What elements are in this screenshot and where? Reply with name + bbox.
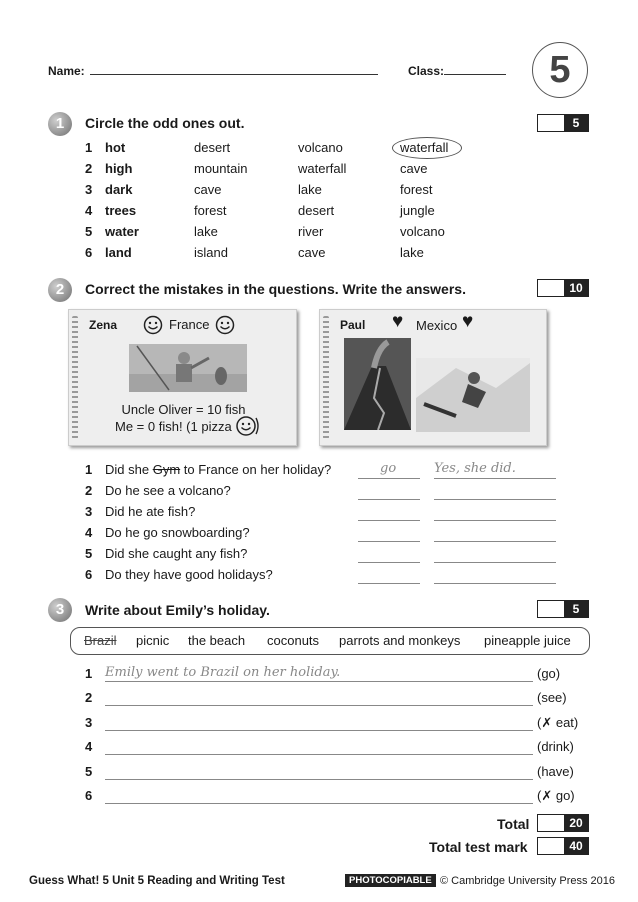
key-word: hot [105, 140, 126, 155]
zena-fish-line1: Uncle Oliver = 10 fish [121, 402, 246, 417]
question-text: Do they have good holidays? [105, 567, 273, 582]
example-sentence: Emily went to Brazil on her holiday. [105, 665, 341, 680]
volcano-illustration [344, 338, 411, 430]
question-number: 1 [85, 462, 93, 477]
option-word[interactable]: volcano [400, 224, 445, 239]
total-score-box [537, 814, 589, 832]
option-word[interactable]: island [194, 245, 228, 260]
writing-line[interactable] [105, 705, 533, 706]
line-number: 2 [85, 690, 93, 706]
answer-field[interactable] [434, 541, 556, 542]
footer-title: Guess What! 5 Unit 5 Reading and Writing Test [29, 875, 285, 887]
total-label: Total [497, 816, 530, 832]
row-number: 1 [85, 140, 93, 155]
verb-hint: (have) [537, 763, 574, 779]
writing-line[interactable] [105, 779, 533, 780]
option-word[interactable]: jungle [400, 203, 435, 218]
question-number: 5 [85, 546, 93, 561]
question-text-end: to France on her holiday? [180, 462, 332, 477]
line-number: 3 [85, 714, 93, 730]
verb-hint: (drink) [537, 739, 574, 755]
name-label: Name: [48, 64, 85, 78]
correction-field[interactable] [358, 478, 420, 479]
section-1-number: 1 [48, 112, 72, 136]
copyright: © Cambridge University Press 2016 [440, 875, 616, 887]
snowboarding-illustration [416, 358, 530, 432]
section-2-score: 10 [564, 280, 588, 296]
key-word: dark [105, 182, 133, 197]
test-mark-label: Total test mark [429, 839, 528, 855]
verb-hint: (see) [537, 690, 567, 706]
section-2-title: Correct the mistakes in the questions. Write the answers. [85, 281, 466, 297]
option-word[interactable]: forest [194, 203, 227, 218]
test-mark-box [537, 837, 589, 855]
paul-card [319, 309, 547, 446]
question-text: Did he ate fish? [105, 504, 196, 519]
option-word[interactable]: forest [400, 182, 433, 197]
line-number: 4 [85, 739, 93, 755]
answer-field[interactable] [434, 478, 556, 479]
section-1-score-box [537, 114, 589, 132]
zena-name: Zena [89, 318, 118, 332]
question-text: Do he see a volcano? [105, 483, 231, 498]
option-word[interactable]: cave [298, 245, 326, 260]
key-word: high [105, 161, 133, 176]
section-1-title: Circle the odd ones out. [85, 115, 245, 131]
answer-field[interactable] [434, 520, 556, 521]
key-word: trees [105, 203, 137, 218]
writing-line[interactable] [105, 803, 533, 804]
correction-field[interactable] [358, 499, 420, 500]
section-2-number: 2 [48, 278, 72, 302]
key-word: water [105, 224, 139, 239]
word-option: the beach [188, 633, 246, 648]
row-number: 3 [85, 182, 93, 197]
line-number: 1 [85, 666, 93, 681]
example-answer: Yes, she did. [434, 461, 516, 476]
section-2-score-box [537, 279, 589, 297]
writing-line[interactable] [105, 754, 533, 755]
question-text: Do he go snowboarding? [105, 525, 250, 540]
writing-line[interactable] [105, 730, 533, 731]
fishing-illustration [129, 344, 247, 392]
option-word[interactable]: river [298, 224, 324, 239]
option-word[interactable]: mountain [194, 161, 248, 176]
option-word[interactable]: waterfall [298, 161, 347, 176]
option-word[interactable]: lake [298, 182, 322, 197]
row-number: 6 [85, 245, 93, 260]
answer-circle [392, 137, 462, 159]
question-number: 2 [85, 483, 93, 498]
word-option: pineapple juice [484, 633, 571, 648]
question-number: 4 [85, 525, 93, 540]
question-text: Did she caught any fish? [105, 546, 248, 561]
section-3-score: 5 [564, 601, 588, 617]
question-text-start: Did she [105, 462, 153, 477]
spiral-binding [72, 316, 78, 439]
word-option: coconuts [267, 633, 320, 648]
heart-icon: ♥ [462, 311, 474, 332]
option-word[interactable]: lake [194, 224, 218, 239]
key-word: land [105, 245, 132, 260]
answer-field[interactable] [434, 583, 556, 584]
row-number: 5 [85, 224, 93, 239]
section-3-title: Write about Emily’s holiday. [85, 602, 270, 618]
example-correction: go [380, 461, 397, 476]
word-option: picnic [136, 633, 170, 648]
row-number: 4 [85, 203, 93, 218]
option-word[interactable]: volcano [298, 140, 343, 155]
spiral-binding [323, 316, 329, 439]
correction-field[interactable] [358, 562, 420, 563]
verb-hint: (✗ eat) [537, 714, 579, 730]
unit-number-badge: 5 [532, 42, 588, 98]
verb-hint: (✗ go) [537, 788, 575, 803]
zena-country: France [169, 317, 210, 332]
option-word[interactable]: waterfall [400, 140, 449, 155]
option-word[interactable]: desert [194, 140, 231, 155]
used-word: Brazil [84, 633, 117, 648]
correction-field[interactable] [358, 541, 420, 542]
line-number: 6 [85, 788, 93, 803]
option-word[interactable]: cave [194, 182, 222, 197]
class-field[interactable] [444, 74, 506, 75]
smiley-icon [215, 315, 235, 335]
correction-field[interactable] [358, 520, 420, 521]
paul-name: Paul [340, 318, 366, 332]
question-number: 6 [85, 567, 93, 582]
row-number: 2 [85, 161, 93, 176]
section-3-score-box [537, 600, 589, 618]
word-option: parrots and monkeys [339, 633, 461, 648]
line-number: 5 [85, 763, 93, 779]
heart-icon: ♥ [392, 311, 404, 332]
writing-line[interactable] [105, 681, 533, 682]
paul-country: Mexico [416, 318, 458, 333]
zena-fish-line2: Me = 0 fish! (1 pizza [115, 419, 232, 434]
question-number: 3 [85, 504, 93, 519]
total-score: 20 [564, 815, 588, 831]
section-1-score: 5 [564, 115, 588, 131]
section-3-number: 3 [48, 598, 72, 622]
answer-field[interactable] [434, 499, 556, 500]
name-field[interactable] [90, 74, 378, 75]
test-mark-score: 40 [564, 838, 588, 854]
class-label: Class: [408, 64, 445, 78]
question-text [105, 462, 331, 477]
verb-hint: (go) [537, 666, 561, 681]
photocopiable-badge: PHOTOCOPIABLE [345, 874, 436, 887]
smiley-icon [143, 315, 163, 335]
option-word[interactable]: cave [400, 161, 428, 176]
option-word[interactable]: lake [400, 245, 424, 260]
answer-field[interactable] [434, 562, 556, 563]
zena-card [68, 309, 297, 446]
option-word[interactable]: desert [298, 203, 335, 218]
smiley-icon [235, 415, 259, 437]
correction-field[interactable] [358, 583, 420, 584]
crossed-out-word: Gym [152, 462, 181, 477]
